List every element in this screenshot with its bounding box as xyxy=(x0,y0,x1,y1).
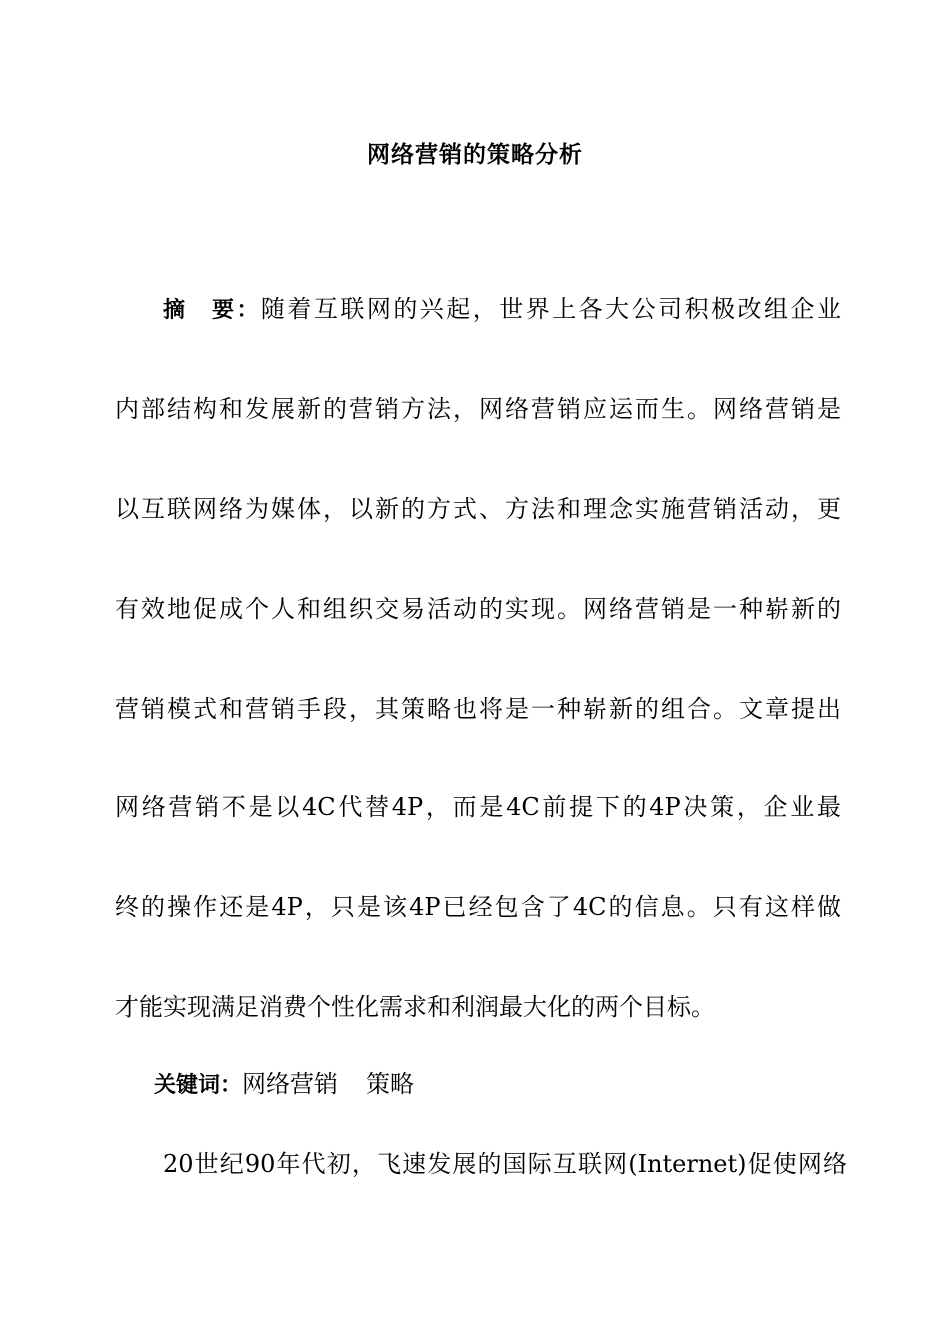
body-paragraph-first-line: 20世纪90年代初，飞速发展的国际互联网(Internet)促使网络 xyxy=(163,1150,847,1178)
keyword-item-2: 策略 xyxy=(366,1070,415,1098)
abstract-line-2: 内部结构和发展新的营销方法，网络营销应运而生。网络营销是 xyxy=(115,395,841,423)
document-title: 网络营销的策略分析 xyxy=(367,142,583,168)
abstract-line-6: 网络营销不是以4C代替4P，而是4C前提下的4P决策，企业最 xyxy=(115,793,841,821)
abstract-line-4: 有效地促成个人和组织交易活动的实现。网络营销是一种崭新的 xyxy=(115,595,841,623)
abstract-line-3: 以互联网络为媒体，以新的方式、方法和理念实施营销活动，更 xyxy=(115,495,841,523)
keywords-label: 关键词： xyxy=(154,1073,243,1098)
keyword-item-1: 网络营销 xyxy=(242,1070,339,1098)
abstract-line-8: 才能实现满足消费个性化需求和利润最大化的两个目标。 xyxy=(115,993,715,1021)
abstract-label: 摘 要： xyxy=(163,298,261,323)
abstract-line-5: 营销模式和营销手段，其策略也将是一种崭新的组合。文章提出 xyxy=(115,695,841,723)
abstract-line-1 xyxy=(163,294,841,326)
keywords-line xyxy=(154,1069,414,1101)
abstract-text-1: 随着互联网的兴起，世界上各大公司积极改组企业 xyxy=(260,295,841,323)
abstract-line-7: 终的操作还是4P，只是该4P已经包含了4C的信息。只有这样做 xyxy=(115,893,841,921)
